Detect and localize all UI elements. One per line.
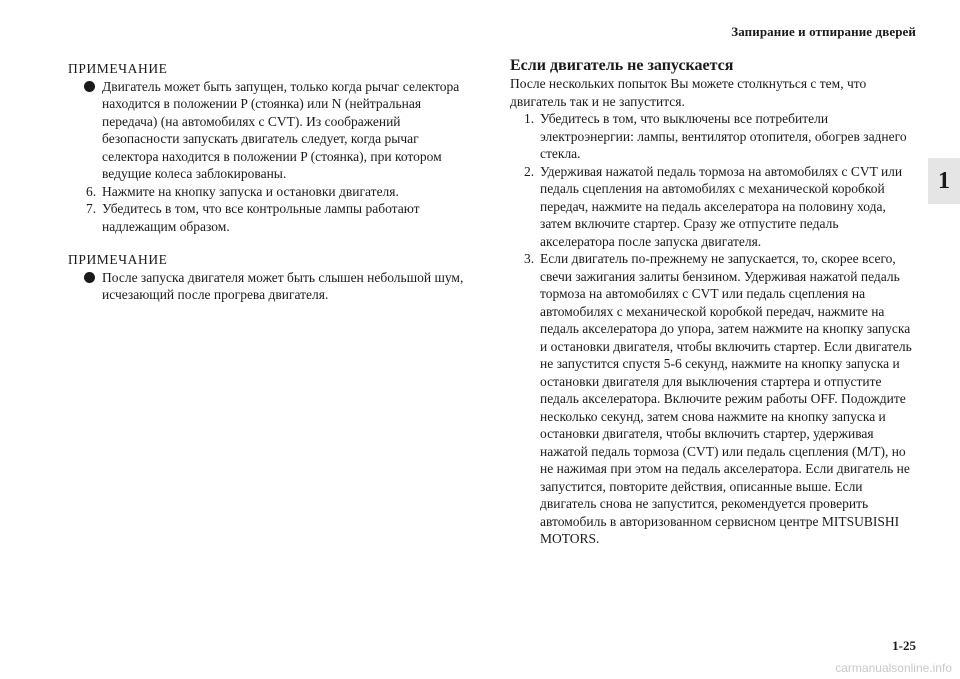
- step-number: 7.: [86, 201, 97, 216]
- step-text: Убедитесь в том, что выключены все потребители электроэнергии: лампы, вентилятор отопителя, обогрев заднего стекла.: [540, 111, 907, 161]
- bullet-icon: [84, 272, 95, 283]
- step-item: [68, 200, 468, 235]
- step-text: Нажмите на кнопку запуска и остановки двигателя.: [102, 183, 399, 199]
- watermark: carmanualsonline.info: [835, 661, 952, 675]
- step-number: 3.: [524, 251, 535, 266]
- note-heading: ПРИМЕЧАНИЕ: [68, 61, 168, 76]
- running-header: Запирание и отпирание дверей: [731, 24, 916, 39]
- step-text: Убедитесь в том, что все контрольные лампы работают надлежащим образом.: [102, 201, 420, 234]
- step-text: Если двигатель по-прежнему не запускается, то, скорее всего, свечи зажигания залиты бензином. Удерживая нажатой педаль тормоза на автомобилях с CVT или педаль сцепления на автомобилях с механической коробкой передач, нажмите на педаль акселератора до упора, затем нажмите на кнопку запуска и остановки двигателя, чтобы включить стартер. Если двигатель не запустится спустя 5-6 секунд, нажмите на кнопку запуска и остановки двигателя для выключения стартера и отпустите педаль акселератора. Включите режим работы OFF. Подождите несколько секунд, затем снова нажмите на кнопку запуска и остановки двигателя, чтобы включить стартер, удерживая нажатой педаль тормоза (CVT) или педаль сцепления (M/T), но не нажимая при этом на педаль акселератора. Если двигатель не запустится, повторите действия, описанные выше. Если двигатель снова не запустится, рекомендуется проверить автомобиль в авторизованном сервисном центре MITSUBISHI MOTORS.: [540, 251, 912, 546]
- step-text: Удерживая нажатой педаль тормоза на автомобилях с CVT или педаль сцепления на автомобилях с механической коробкой передач, нажмите на педаль акселератора на половину хода, затем включите стартер. Сразу же отпустите педаль акселератора после запуска двигателя.: [540, 163, 903, 249]
- left-column: [68, 60, 468, 304]
- right-column: [510, 57, 915, 548]
- bullet-icon: [84, 81, 95, 92]
- step-number: 1.: [524, 111, 535, 126]
- step-item: [510, 110, 915, 163]
- note-bullet-item: [68, 78, 468, 183]
- step-item: [510, 163, 915, 251]
- chapter-tab: 1: [928, 158, 960, 204]
- section-title: Если двигатель не запускается: [510, 57, 734, 74]
- note-heading: ПРИМЕЧАНИЕ: [68, 252, 168, 267]
- page-number: 1-25: [892, 638, 916, 653]
- step-item: [510, 250, 915, 548]
- step-number: 2.: [524, 163, 535, 179]
- note-bullet-text: После запуска двигателя может быть слышен небольшой шум, исчезающий после прогрева двигателя.: [102, 269, 464, 302]
- step-number: 6.: [86, 183, 97, 199]
- note-bullet-item: [68, 269, 468, 304]
- note-bullet-text: Двигатель может быть запущен, только когда рычаг селектора находится в положении P (стоянка) или N (нейтральная передача) (на автомобилях с CVT). Из соображений безопасности запускать двигатель следует, когда рычаг селектора находится в положении P (стоянка), при котором ведущие колеса заблокированы.: [102, 78, 460, 181]
- step-item: [68, 183, 468, 201]
- section-intro: После нескольких попыток Вы можете столкнуться с тем, что двигатель так и не запустится.: [510, 76, 867, 109]
